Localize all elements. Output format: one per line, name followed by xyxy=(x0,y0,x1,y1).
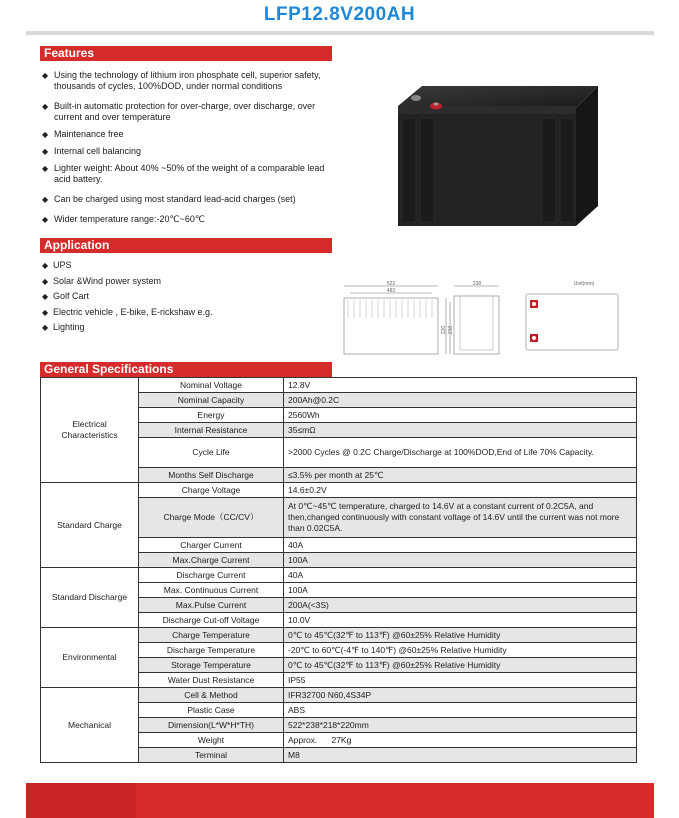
application-list xyxy=(42,258,332,336)
value-cell: At 0℃~45℃ temperature, charged to 14.6V at a constant current of 0.2C5A, and then,changed continuously with constant voltage of 14.6V until the current was not more than 0.02C5A. xyxy=(284,498,637,538)
feature-item: ◆ Using the technology of lithium iron phosphate cell, superior safety, thousands of cycles, 100%DOD, under normal conditions xyxy=(42,70,332,92)
value-cell: 522*238*218*220mm xyxy=(284,718,637,733)
param-cell: Terminal xyxy=(139,748,284,763)
value-cell: 2560Wh xyxy=(284,408,637,423)
feature-item: ◆ Built-in automatic protection for over-charge, over discharge, over current and over temperature xyxy=(42,101,332,123)
table-row xyxy=(41,483,637,498)
specs-heading: General Specifications xyxy=(44,362,174,376)
value-cell: >2000 Cycles @ 0.2C Charge/Discharge at 100%DOD,End of Life 70% Capacity. xyxy=(284,438,637,468)
dim-length-inner: 483 xyxy=(386,288,396,294)
application-item: ◆ Golf Cart xyxy=(42,289,332,305)
features-list xyxy=(42,70,332,225)
category-environmental: Environmental xyxy=(41,628,139,688)
battery-image xyxy=(392,78,602,228)
dim-width: 238 xyxy=(472,281,482,287)
param-cell: Energy xyxy=(139,408,284,423)
value-cell: IFR32700 N60,4S34P xyxy=(284,688,637,703)
param-cell: Discharge Temperature xyxy=(139,643,284,658)
param-cell: Max.Pulse Current xyxy=(139,598,284,613)
title-divider xyxy=(26,31,654,35)
param-cell: Months Self Discharge xyxy=(139,468,284,483)
application-heading-bar xyxy=(40,238,332,253)
table-row xyxy=(41,688,637,703)
value-cell: 10.0V xyxy=(284,613,637,628)
table-row xyxy=(41,628,637,643)
param-cell: Charge Mode（CC/CV） xyxy=(139,498,284,538)
value-cell: 200A(<3S) xyxy=(284,598,637,613)
application-item: ◆ UPS xyxy=(42,258,332,274)
param-cell: Max.Charge Current xyxy=(139,553,284,568)
specs-heading-bar xyxy=(40,362,332,377)
param-cell: Charge Voltage xyxy=(139,483,284,498)
dim-height-inner: 218 xyxy=(448,325,454,335)
category-standard-discharge: Standard Discharge xyxy=(41,568,139,628)
dim-length-outer: 522 xyxy=(386,281,396,287)
table-row xyxy=(41,568,637,583)
category-standard-charge: Standard Charge xyxy=(41,483,139,568)
application-heading: Application xyxy=(44,238,110,252)
category-mechanical: Mechanical xyxy=(41,688,139,763)
param-cell: Max. Continuous Current xyxy=(139,583,284,598)
param-cell: Water Dust Resistance xyxy=(139,673,284,688)
value-cell: 100A xyxy=(284,583,637,598)
features-heading: Features xyxy=(44,46,95,60)
document-title: LFP12.8V200AH xyxy=(263,4,416,25)
value-cell: Approx. 27Kg xyxy=(284,733,637,748)
param-cell: Internal Resistance xyxy=(139,423,284,438)
param-cell: Discharge Current xyxy=(139,568,284,583)
param-cell: Charger Current xyxy=(139,538,284,553)
value-cell: ≤3.5% per month at 25℃ xyxy=(284,468,637,483)
dimension-drawings xyxy=(334,278,638,360)
param-cell: Cycle Life xyxy=(139,438,284,468)
spec-table xyxy=(40,377,637,763)
param-cell: Discharge Cut-off Voltage xyxy=(139,613,284,628)
value-cell: 200Ah@0.2C xyxy=(284,393,637,408)
value-cell: 12.8V xyxy=(284,378,637,393)
value-cell: 0℃ to 45℃(32℉ to 113℉) @60±25% Relative Humidity xyxy=(284,658,637,673)
unit-label: Unit(mm) xyxy=(573,281,595,287)
value-cell: 0℃ to 45℃(32℉ to 113℉) @60±25% Relative Humidity xyxy=(284,628,637,643)
feature-item: ◆ Wider temperature range:-20℃~60℃ xyxy=(42,214,332,225)
dim-height-outer: 220 xyxy=(441,325,447,335)
value-cell: 40A xyxy=(284,568,637,583)
value-cell: IP55 xyxy=(284,673,637,688)
value-cell: 40A xyxy=(284,538,637,553)
application-item: ◆ Lighting xyxy=(42,320,332,336)
param-cell: Plastic Case xyxy=(139,703,284,718)
value-cell: 100A xyxy=(284,553,637,568)
param-cell: Cell & Method xyxy=(139,688,284,703)
footer-accent xyxy=(26,783,136,818)
value-cell: -20℃ to 60℃(-4℉ to 140℉) @60±25% Relative Humidity xyxy=(284,643,637,658)
value-cell: ABS xyxy=(284,703,637,718)
param-cell: Charge Temperature xyxy=(139,628,284,643)
param-cell: Nominal Capacity xyxy=(139,393,284,408)
param-cell: Storage Temperature xyxy=(139,658,284,673)
value-cell: M8 xyxy=(284,748,637,763)
value-cell: 35≤mΩ xyxy=(284,423,637,438)
feature-item: ◆ Lighter weight: About 40% ~50% of the weight of a comparable lead acid battery. xyxy=(42,163,332,185)
application-item: ◆ Solar &Wind power system xyxy=(42,274,332,290)
param-cell: Weight xyxy=(139,733,284,748)
param-cell: Dimension(L*W*H*TH) xyxy=(139,718,284,733)
application-item: ◆ Electric vehicle , E-bike, E-rickshaw e.g. xyxy=(42,305,332,321)
category-electrical: Electrical Characteristics xyxy=(41,378,139,483)
feature-item: ◆ Can be charged using most standard lead-acid charges (set) xyxy=(42,194,332,205)
feature-item: ◆ Maintenance free xyxy=(42,129,332,140)
param-cell: Nominal Voltage xyxy=(139,378,284,393)
table-row xyxy=(41,378,637,393)
features-heading-bar xyxy=(40,46,332,61)
feature-item: ◆ Internal cell balancing xyxy=(42,146,332,157)
value-cell: 14.6±0.2V xyxy=(284,483,637,498)
